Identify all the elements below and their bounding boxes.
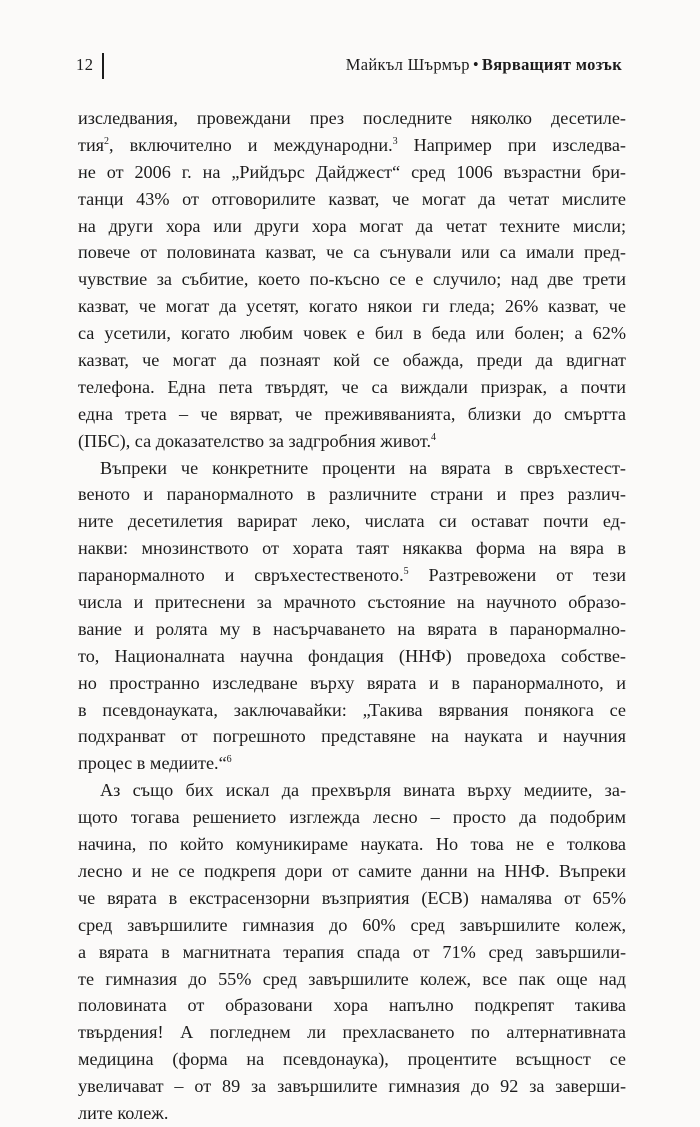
text-run: те гимназия до 55% сред завършилите колеж, все пак още над: [78, 968, 626, 989]
text-run: половината от образовани хора напълно подкрепят такива: [78, 995, 626, 1016]
text-line: [78, 750, 626, 777]
text-run: на други хора или други хора могат да четат техните мисли;: [78, 215, 626, 236]
text-line: [78, 966, 626, 993]
text-line: [78, 1046, 626, 1073]
text-line: [78, 858, 626, 885]
footnote-ref: 2: [104, 135, 110, 147]
text-line: [78, 293, 626, 320]
text-line: [78, 266, 626, 293]
text-line: [78, 939, 626, 966]
text-line: [78, 428, 626, 455]
text-line: [78, 589, 626, 616]
text-line: [78, 401, 626, 428]
text-run: Аз също бих искал да прехвърля вината върху медиите, за-: [100, 780, 626, 801]
text-line: [78, 777, 626, 804]
author-name: Майкъл Шърмър: [345, 55, 470, 74]
text-run: ните десетилетия варират леко, числата си остават почти ед-: [78, 511, 626, 532]
text-line: [78, 347, 626, 374]
text-run: но пространно изследване върху вярата и в паранормалното, и: [78, 672, 626, 693]
text-run: , включително и международни.: [109, 134, 393, 155]
text-run: веното и паранормалното в различните страни и през различ-: [78, 484, 626, 505]
text-run: казват, че могат да познаят кой се обажда, преди да вдигнат: [78, 350, 626, 371]
footnote-ref: 3: [392, 135, 398, 147]
text-line: [78, 159, 626, 186]
text-run: щото тогава решението изглежда лесно – просто да подобрим: [78, 807, 626, 828]
text-line: [78, 186, 626, 213]
text-line: [78, 670, 626, 697]
text-run: начина, по който комуникираме науката. Но това не е толкова: [78, 834, 626, 855]
footnote-ref: 5: [403, 566, 409, 578]
text-run: в псевдонауката, заключавайки: „Такива вярвания понякога се: [78, 699, 626, 720]
running-title: [346, 55, 622, 75]
body-text: [78, 105, 626, 1127]
text-run: числа и притеснени за мрачното състояние на научното образо-: [78, 592, 626, 613]
text-line: [78, 723, 626, 750]
text-run: повече от половината казват, че са сънували или са имали пред-: [78, 242, 626, 263]
text-line: [78, 804, 626, 831]
text-line: [78, 912, 626, 939]
running-header: [76, 55, 622, 79]
text-run: са усетили, когато любим човек е бил в беда или болен; а 62%: [78, 323, 626, 344]
text-run: че вярата в екстрасензорни възприятия (ЕСВ) намалява от 65%: [78, 887, 626, 908]
text-run: изследвания, провеждани през последните няколко десетиле-: [78, 108, 626, 128]
text-run: (ПБС), са доказателство за задгробния живот.: [78, 430, 432, 451]
text-run: Разтревожени от тези: [408, 565, 626, 586]
text-run: медицина (форма на псевдонаука), процентите всъщност се: [78, 1049, 626, 1070]
text-run: Въпреки че конкретните проценти на вярата в свръхестест-: [100, 457, 626, 478]
text-line: [78, 885, 626, 912]
text-line: [78, 616, 626, 643]
text-run: сред завършилите гимназия до 60% сред завършилите колеж,: [78, 914, 626, 935]
text-run: казват, че могат да усетят, когато някои ги гледа; 26% казват, че: [78, 296, 626, 317]
text-run: лесно и не се подкрепя дори от самите данни на ННФ. Въпреки: [78, 860, 626, 881]
text-line: [78, 132, 626, 159]
book-title: Вярващият мозък: [481, 55, 622, 74]
page-number: 12: [76, 55, 94, 74]
text-run: паранормалното и свръхестественото.: [78, 565, 404, 586]
text-run: една трета – че вярват, че преживяванията, близки до смъртта: [78, 403, 626, 424]
text-line: [78, 213, 626, 240]
text-line: [78, 105, 626, 132]
text-line: [78, 831, 626, 858]
footnote-ref: 6: [226, 754, 232, 766]
text-run: процес в медиите.“: [78, 753, 227, 774]
text-line: [78, 508, 626, 535]
text-run: тия: [78, 134, 105, 155]
header-divider: [102, 53, 104, 79]
text-run: то, Националната научна фондация (ННФ) проведоха собстве-: [78, 645, 626, 666]
text-line: [78, 1100, 626, 1127]
text-line: [78, 481, 626, 508]
text-run: лите колеж.: [78, 1102, 169, 1123]
text-line: [78, 320, 626, 347]
text-line: [78, 535, 626, 562]
text-run: накви: мнозинството от хората таят някаква форма на вяра в: [78, 538, 626, 559]
text-line: [78, 643, 626, 670]
text-run: подхранват от погрешното представяне на науката и научния: [78, 726, 626, 747]
header-separator: •: [472, 55, 479, 74]
text-line: [78, 562, 626, 589]
text-line: [78, 992, 626, 1019]
text-run: твърдения! А погледнем ли прехласването по алтернативната: [78, 1022, 626, 1043]
text-line: [78, 374, 626, 401]
footnote-ref: 4: [431, 431, 437, 443]
text-run: а вярата в магнитната терапия спада от 71% сред завършили-: [78, 941, 626, 962]
text-run: не от 2006 г. на „Рийдърс Дайджест“ сред 1006 възрастни бри-: [78, 161, 626, 182]
text-line: [78, 455, 626, 482]
text-run: Например при изследва-: [397, 134, 626, 155]
text-run: телефона. Една пета твърдят, че са виждали призрак, а почти: [78, 376, 626, 397]
text-run: увеличават – от 89 за завършилите гимназия до 92 за заверши-: [78, 1076, 626, 1097]
text-line: [78, 239, 626, 266]
text-run: вание и ролята му в насърчаването на вярата в паранормално-: [78, 618, 626, 639]
text-line: [78, 1073, 626, 1100]
text-line: [78, 697, 626, 724]
text-run: танци 43% от отговорилите казват, че могат да четат мислите: [78, 188, 626, 209]
text-run: чувствие за събитие, което по-късно се е случило; над две трети: [78, 269, 626, 290]
text-line: [78, 1019, 626, 1046]
